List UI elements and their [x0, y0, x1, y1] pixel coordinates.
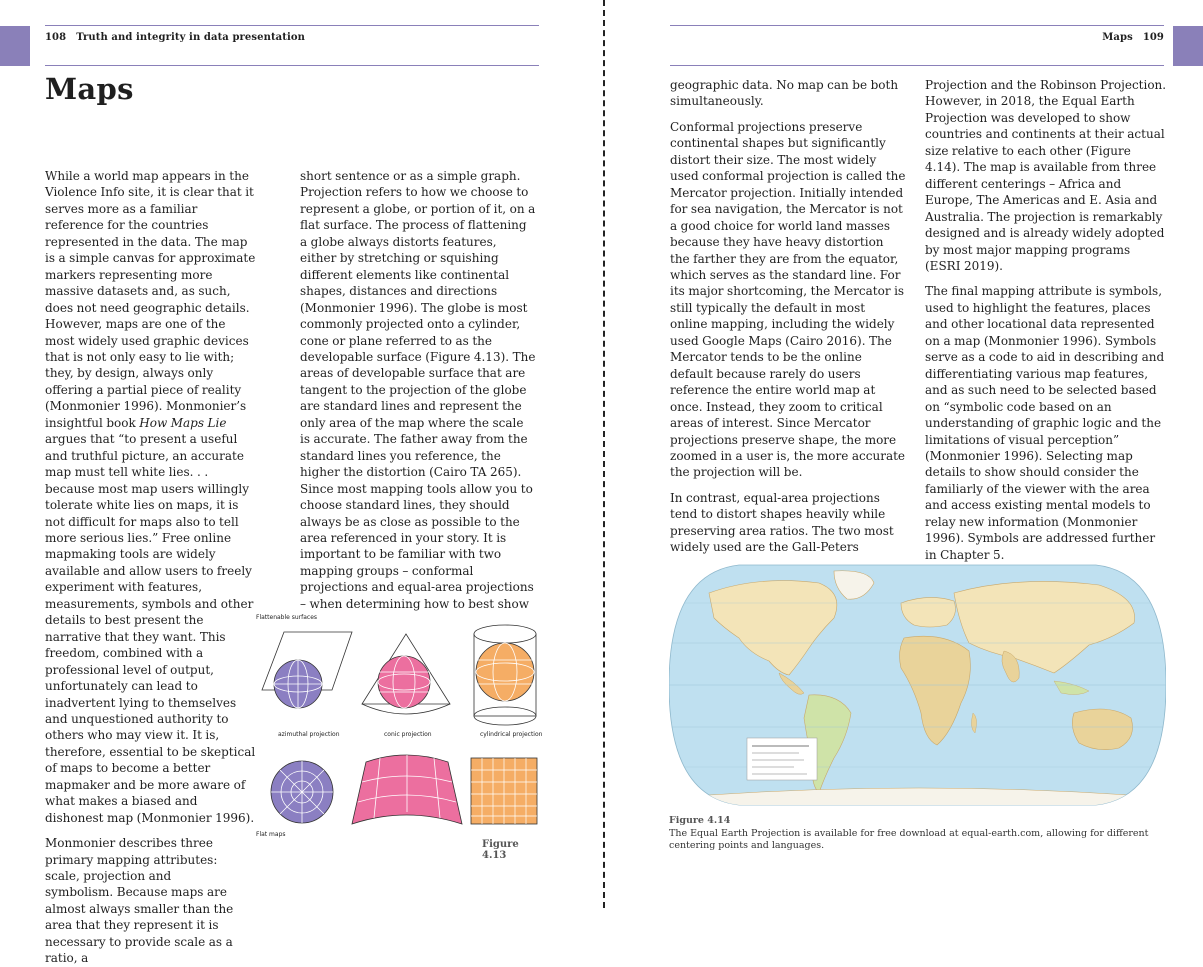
right-col2-para-2: The final mapping attribute is symbols, used to highlight the features, places and other locational data represented on a map (Monmonier 1996). Symbols serve as a code to aid in describing and differentiating various map features, and as such need to be selected based on “symbolic code based on an understanding of graphic logic and the limitations of visual perception” (Monmonier 1996). Selecting map details to show should consider the familiarly of the viewer with the area and access existing mental models to relay new information (Monmonier 1996). Symbols are addressed further in Chapter 5. [925, 284, 1165, 562]
flat-cylindrical-map [471, 758, 537, 824]
book-title: How Maps Lie [139, 415, 227, 430]
running-head-text-left: Truth and integrity in data presentation [76, 32, 306, 43]
right-col1-para-2: Conformal projections preserve continental shapes but significantly distort their size. The most widely used conformal projection is called the Mercator projection. Initially intended for sea navigation, the Mercator is not a good choice for world land masses because they have heavy distortion the farther they are from the equator, which serves as the standard line. For its major shortcoming, the Mercator is still typically the default in most online mapping, including the widely used Google Maps (Cairo 2016). The Mercator tends to be the online default because rarely do users reference the entire world map at once. Instead, they zoom to critical areas of interest. Since Mercator projections preserve shape, the more zoomed in a user is, the more accurate the projection will be. [670, 119, 906, 480]
right-page [606, 0, 1203, 908]
figure-4-14-title: Figure 4.14 [669, 815, 731, 826]
page-spine-divider [603, 0, 605, 908]
page-number-left: 108 [45, 32, 67, 43]
running-head-left [45, 32, 305, 43]
left-col1-para-2: Monmonier describes three primary mapping attributes: scale, projection and symbolism. Because maps are almost always smaller than the area that they represent it is necessary to provide scale as a ratio, a [45, 836, 234, 966]
chapter-tab-left [0, 26, 30, 66]
figure-4-14-map [669, 563, 1166, 807]
figure-4-14-caption [669, 815, 1169, 853]
right-col1-para-1: geographic data. No map can be both simultaneously. [670, 78, 899, 109]
left-page [0, 0, 601, 966]
label-cylindrical: cylindrical projection [480, 731, 543, 738]
right-col1-para-3: In contrast, equal-area projections tend to distort shapes heavily while preserving area ratios. The two most widely used are the Gall-Peters [670, 490, 894, 555]
left-col-1 [45, 168, 257, 967]
right-col-1 [670, 77, 906, 565]
header-rule-bottom-left [45, 65, 539, 66]
flat-conic-map [352, 755, 462, 824]
flat-azimuthal-map [271, 761, 333, 823]
fig-label-flattenable: Flattenable surfaces [256, 614, 318, 621]
running-head-text-right: Maps [1102, 32, 1133, 43]
figure-4-13 [254, 612, 544, 861]
right-col2-para-1: Projection and the Robinson Projection. However, in 2018, the Equal Earth Projection was developed to show countries and continents at their actual size relative to each other (Figure 4.14). The map is available from three different centerings – Africa and Europe, The Americas and E. Asia and Australia. The projection is remarkably designed and is already widely adopted by most major mapping programs (ESRI 2019). [925, 78, 1167, 273]
running-head-right [1102, 32, 1164, 43]
label-conic: conic projection [384, 731, 432, 738]
conic-globe-diagram [362, 634, 450, 714]
equal-earth-world-map [669, 563, 1166, 807]
figure-4-13-number: Figure 4.13 [482, 839, 519, 861]
left-col1-para-1: While a world map appears in the Violence Info site, it is clear that it serves more as a familiar reference for the countries represented in the data. The map is a simple canvas for approximate markers representing more massive datasets and, as such, does not need geographic details. However, maps are one of the most widely used graphic devices that is not only easy to lie with; they, by design, always only offering a partial piece of reality (Monmonier 1996). Monmonier’s insightful book How Maps Lie argues that “to present a useful and truthful picture, an accurate map must tell white lies. . . because most map users willingly tolerate white lies on maps, it is not difficult for maps also to tell more serious lies.” Free online mapmaking tools are widely available and allow users to freely experiment with features, measurements, symbols and other details to best present the narrative that they want. This freedom, combined with a professional level of output, unfortunately can lead to inadvertent lying to themselves and unquestioned authority to others who may view it. It is, therefore, essential to be skeptical of maps to become a better mapmaker and be more aware of what makes a biased and dishonest map (Monmonier 1996). [45, 169, 256, 825]
cylindrical-globe-diagram [474, 625, 536, 725]
fig-label-flat-maps: Flat maps [256, 831, 286, 838]
projection-diagrams [254, 612, 544, 847]
label-azimuthal: azimuthal projection [278, 731, 340, 738]
page-number-right: 109 [1142, 32, 1164, 43]
chapter-title: Maps [45, 72, 134, 106]
left-col-2 [300, 168, 536, 612]
chapter-tab-right [1173, 26, 1203, 66]
azimuthal-globe-diagram [262, 632, 352, 708]
left-col2-para-1: short sentence or as a simple graph. Projection refers to how we choose to represent a globe, or portion of it, on a flat surface. The process of flattening a globe always distorts features, either by stretching or squishing different elements like continental shapes, distances and directions (Monmonier 1996). The globe is most commonly projected onto a cylinder, cone or plane referred to as the developable surface (Figure 4.13). The areas of developable surface that are tangent to the projection of the globe are standard lines and represent the only area of the map where the scale is accurate. The father away from the standard lines you reference, the higher the distortion (Cairo TA 265). Since most mapping tools allow you to choose standard lines, they should always be as close as possible to the area referenced in your story. It is important to be familiar with two mapping groups – conformal projections and equal-area projections – when determining how to best show [300, 169, 536, 611]
right-col-2 [925, 77, 1167, 572]
figure-4-14-caption-text: The Equal Earth Projection is available for free download at equal-earth.com, allowing for different centering points and languages. [669, 827, 1149, 851]
header-rule-bottom-right [670, 65, 1164, 66]
header-rule-top-right [670, 25, 1164, 26]
header-rule-top-left [45, 25, 539, 26]
